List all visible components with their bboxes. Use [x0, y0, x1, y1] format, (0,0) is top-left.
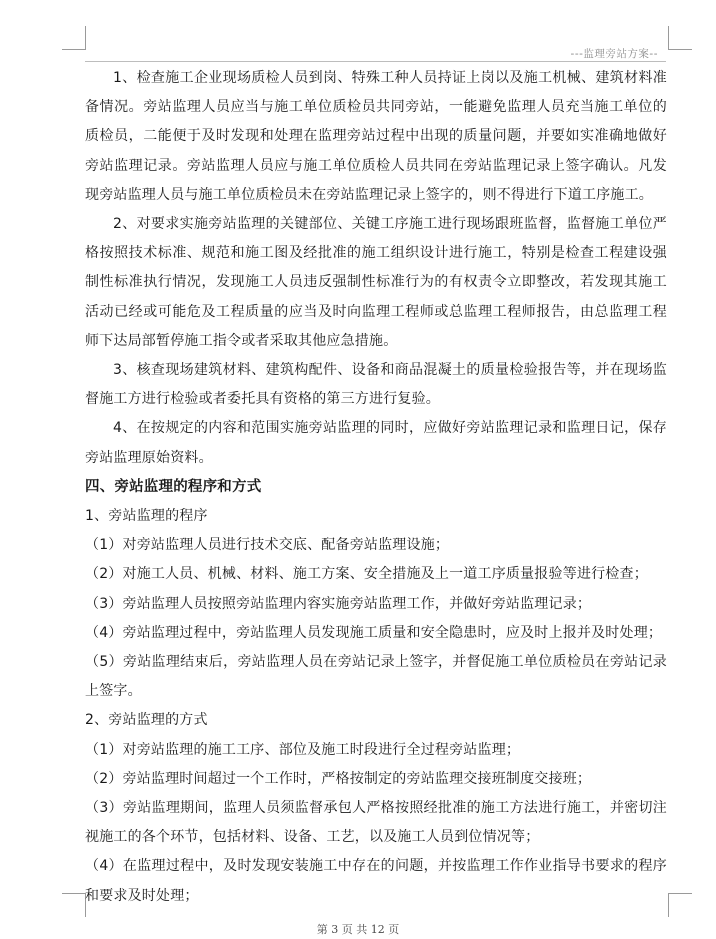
list-item: （3）旁站监理人员按照旁站监理内容实施旁站监理工作，并做好旁站监理记录； — [85, 595, 592, 612]
list-item: （5）旁站监理结束后，旁站监理人员在旁站记录上签字，并督促施工单位质检员在旁站记录上签字。 — [85, 654, 667, 700]
header-divider — [85, 61, 666, 62]
list-item: （2）对施工人员、机械、材料、施工方案、安全措施及上一道工序质量报验等进行检查； — [85, 566, 648, 583]
list-item: （1）对旁站监理的施工工序、部位及施工时段进行全过程旁站监理； — [85, 741, 521, 758]
crop-mark-bottom-right-v — [668, 893, 669, 917]
crop-mark-bottom-right-h — [668, 893, 692, 894]
subheading-procedure: 1、旁站监理的程序 — [85, 508, 208, 525]
page-header-title: ---监理旁站方案-- — [570, 48, 658, 60]
document-body — [85, 64, 667, 911]
list-item: （2）旁站监理时间超过一个工作时，严格按制定的旁站监理交接班制度交接班； — [85, 770, 592, 787]
list-item: （4）旁站监理过程中，旁站监理人员发现施工质量和安全隐患时，应及时上报并及时处理； — [85, 624, 663, 641]
section-heading: 四、旁站监理的程序和方式 — [85, 478, 262, 495]
crop-mark-top-right-h — [668, 49, 692, 50]
crop-mark-top-right-v — [668, 26, 669, 50]
paragraph-3: 3、核查现场建筑材料、建筑构配件、设备和商品混凝土的质量检验报告等，并在现场监督施工方进行检验或者委托具有资格的第三方进行复验。 — [85, 362, 667, 408]
paragraph-1: 1、检查施工企业现场质检人员到岗、特殊工种人员持证上岗以及施工机械、建筑材料准备情况。旁站监理人员应当与施工单位质检员共同旁站，一能避免监理人员充当施工单位的质检员，二能便于及时发现和处理在监理旁站过程中出现的质量问题，并要如实准确地做好旁站监理记录。旁站监理人员应与施工单位质检人员共同在旁站监理记录上签字确认。凡发现旁站监理人员与施工单位质检员未在旁站监理记录上签字的，则不得进行下道工序施工。 — [85, 70, 667, 203]
paragraph-4: 4、在按规定的内容和范围实施旁站监理的同时，应做好旁站监理记录和监理日记，保存旁站监理原始资料。 — [85, 420, 667, 466]
crop-mark-bottom-left-h — [62, 893, 86, 894]
subheading-method: 2、旁站监理的方式 — [85, 712, 208, 729]
page-number: 第 3 页 共 12 页 — [316, 923, 400, 936]
crop-mark-top-left-h — [62, 49, 86, 50]
crop-mark-top-left-v — [85, 26, 86, 50]
paragraph-2: 2、对要求实施旁站监理的关键部位、关键工序施工进行现场跟班监督，监督施工单位严格按照技术标准、规范和施工图及经批准的施工组织设计进行施工，特别是检查工程建设强制性标准执行情况，发现施工人员违反强制性标准行为的有权责令立即整改，若发现其施工活动已经或可能危及工程质量的应当及时向监理工程师或总监理工程师报告，由总监理工程师下达局部暂停施工指令或者采取其他应急措施。 — [85, 216, 667, 349]
list-item: （4）在监理过程中，及时发现安装施工中存在的问题，并按监理工作作业指导书要求的程序和要求及时处理； — [85, 858, 667, 904]
list-item: （3）旁站监理期间，监理人员须监督承包人严格按照经批准的施工方法进行施工，并密切注视施工的各个环节，包括材料、设备、工艺，以及施工人员到位情况等； — [85, 800, 667, 846]
list-item: （1）对旁站监理人员进行技术交底、配备旁站监理设施； — [85, 537, 450, 554]
